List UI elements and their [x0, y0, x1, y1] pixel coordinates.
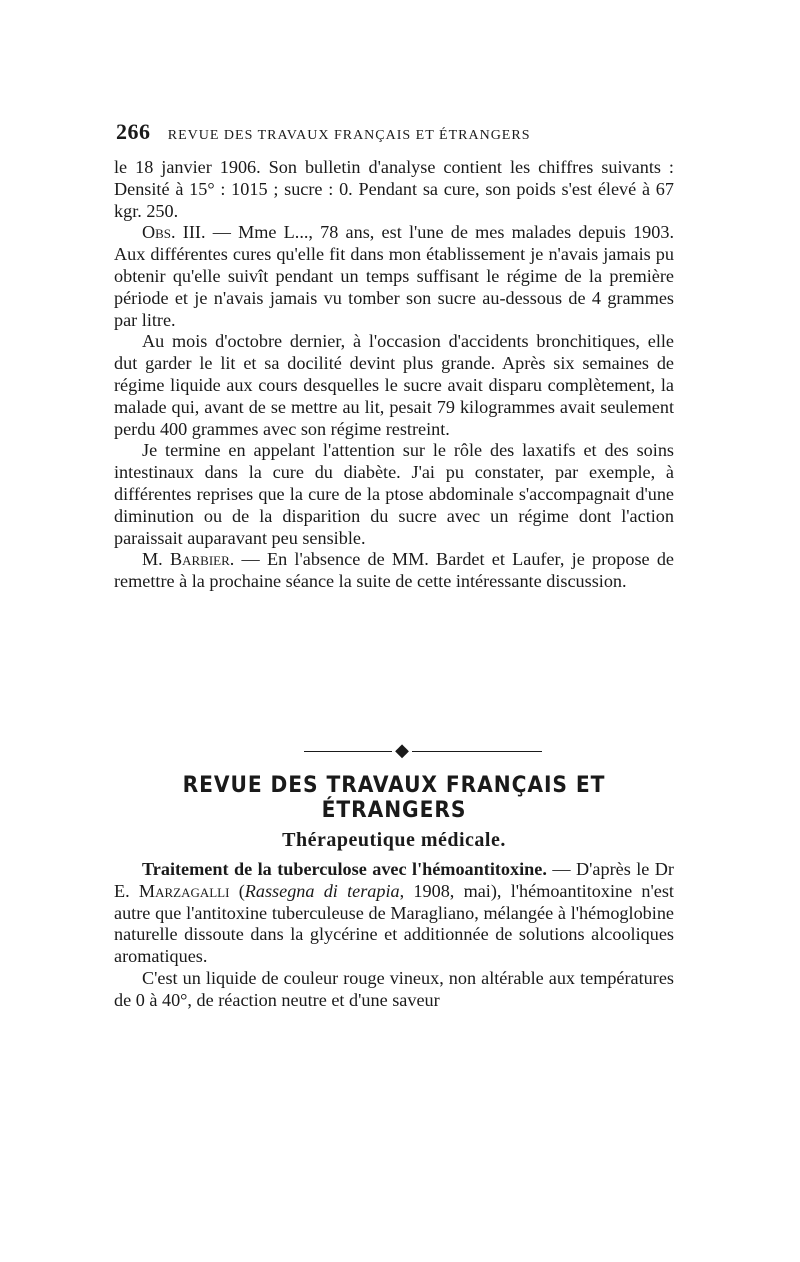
paragraph-hemoantitoxine [114, 859, 674, 968]
journal-title: Rassegna di terapia [244, 880, 400, 901]
section-title: REVUE DES TRAVAUX FRANÇAIS ET ÉTRANGERS [182, 773, 606, 823]
paragraph-text: — En l'absence de MM. Bardet et Laufer, je propose de remettre à la prochaine séance la suite de cette intéressante discussion. [114, 549, 674, 592]
speaker-label: M. Barbier. [142, 549, 235, 570]
paragraph: Au mois d'octobre dernier, à l'occasion d'accidents bronchitiques, elle dut garder le lit et sa docilité devint plus grande. Après six semaines de régime liquide aux cours desquelles le sucre avait disparu complètement, la malade qui, avant de se mettre au lit, pesait 79 kilogrammes avait seulement perdu 400 grammes avec son régime restreint. [114, 331, 674, 439]
lower-body [114, 859, 674, 1012]
upper-body [114, 157, 674, 593]
page-number: 266 [116, 119, 151, 144]
paragraph-barbier [114, 549, 674, 593]
running-header [116, 119, 676, 145]
paragraph-text: ( [229, 880, 245, 901]
paragraph-text: — D'après le Dr E. [114, 859, 674, 901]
article-heading: Traitement de la tuberculose avec l'hémoantitoxine. [142, 859, 547, 879]
running-title: REVUE DES TRAVAUX FRANÇAIS ET ÉTRANGERS [167, 128, 531, 143]
paragraph: le 18 janvier 1906. Son bulletin d'analyse contient les chiffres suivants : Densité à 15° : 1015 ; sucre : 0. Pendant sa cure, son poids s'est élevé à 67 kgr. 250. [114, 157, 674, 221]
paragraph-text: — Mme L..., 78 ans, est l'une de mes malades depuis 1903. Aux différentes cures qu'elle fit dans mon établissement je n'avais jamais pu obtenir qu'elle suivît pendant un temps suffisant le régime de la première période et je n'avais jamais vu tomber son sucre au-dessous de 4 grammes par litre. [114, 222, 674, 330]
paragraph-text: , 1908, mai), l'hémoantitoxine n'est autre que l'antitoxine tuberculeuse de Maragliano, mélangée à l'hémoglobine naturelle dissoute dans la glycérine et additionnée de solutions alcooliques aromatiques. [114, 880, 674, 967]
diamond-ornament-icon: ◆ [392, 740, 412, 760]
paragraph: C'est un liquide de couleur rouge vineux, non altérable aux températures de 0 à 40°, de réaction neutre et d'une saveur [114, 967, 674, 1010]
observation-label: Obs. III. [142, 222, 206, 243]
subsection-title: Thérapeutique médicale. [282, 829, 506, 851]
author-name: Marzagalli [138, 880, 230, 901]
paragraph-obs-3 [114, 222, 674, 331]
paragraph: Je termine en appelant l'attention sur le rôle des laxatifs et des soins intestinaux dans la cure du diabète. J'ai pu constater, par exemple, à différentes reprises que la cure de la ptose abdominale s'accompagnait d'une diminution ou de la disparition du sucre avec un régime dont l'action paraissait auparavant peu sensible. [114, 440, 674, 548]
separator-rule [304, 751, 542, 752]
